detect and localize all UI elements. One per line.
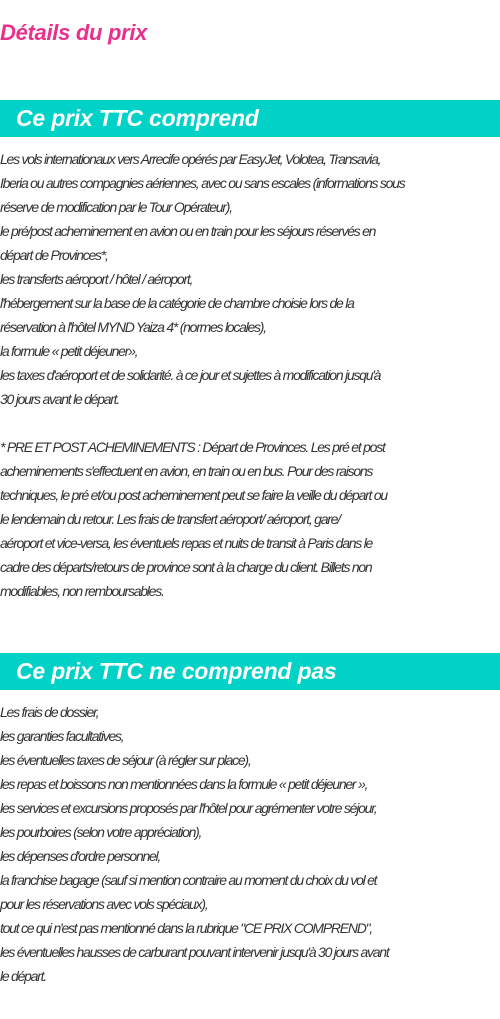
excludes-line: les services et excursions proposés par l'hôtel pour agrémenter votre séjour,: [0, 800, 377, 816]
footnote-line: le lendemain du retour. Les frais de transfert aéroport/ aéroport, gare/: [0, 511, 340, 527]
includes-section-header: [0, 100, 500, 137]
includes-heading: Ce prix TTC comprend: [16, 105, 259, 131]
acheminement-footnote: [0, 435, 500, 603]
footnote-line: modifiables, non remboursables.: [0, 583, 164, 599]
excludes-line: les éventuelles taxes de séjour (à régler sur place),: [0, 752, 251, 768]
excludes-line: la franchise bagage (sauf si mention contraire au moment du choix du vol et: [0, 872, 377, 888]
includes-line: réservation à l'hôtel MYND Yaiza 4* (normes locales),: [0, 319, 266, 335]
includes-line: les transferts aéroport / hôtel / aéroport,: [0, 271, 193, 287]
includes-list: [0, 147, 500, 411]
footnote-line: acheminements s'effectuent en avion, en train ou en bus. Pour des raisons: [0, 463, 373, 479]
footnote-line: cadre des départs/retours de province sont à la charge du client. Billets non: [0, 559, 372, 575]
includes-line: les taxes d'aéroport et de solidarité. à ce jour et sujettes à modification jusqu'à: [0, 367, 381, 383]
footnote-line: aéroport et vice-versa, les éventuels repas et nuits de transit à Paris dans le: [0, 535, 373, 551]
excludes-line: les dépenses d'ordre personnel,: [0, 848, 161, 864]
excludes-line: les éventuelles hausses de carburant pouvant intervenir jusqu'à 30 jours avant: [0, 944, 389, 960]
includes-line: Iberia ou autres compagnies aériennes, avec ou sans escales (informations sous: [0, 175, 405, 191]
excludes-line: le départ.: [0, 968, 46, 984]
excludes-line: pour les réservations avec vols spéciaux),: [0, 896, 208, 912]
excludes-heading: Ce prix TTC ne comprend pas: [16, 658, 337, 684]
includes-line: 30 jours avant le départ.: [0, 391, 119, 407]
includes-line: départ de Provinces*,: [0, 247, 108, 263]
excludes-line: tout ce qui n'est pas mentionné dans la rubrique "CE PRIX COMPREND",: [0, 920, 372, 936]
excludes-section-header: [0, 653, 500, 690]
footnote-line: * PRE ET POST ACHEMINEMENTS : Départ de Provinces. Les pré et post: [0, 439, 385, 455]
excludes-line: les pourboires (selon votre appréciation),: [0, 824, 202, 840]
excludes-list: [0, 700, 500, 988]
excludes-line: les repas et boissons non mentionnées dans la formule « petit déjeuner »,: [0, 776, 368, 792]
includes-line: la formule « petit déjeuner»,: [0, 343, 138, 359]
includes-line: le pré/post acheminement en avion ou en train pour les séjours réservés en: [0, 223, 376, 239]
excludes-line: les garanties facultatives,: [0, 728, 124, 744]
includes-line: réserve de modification par le Tour Opérateur),: [0, 199, 232, 215]
includes-line: l'hébergement sur la base de la catégorie de chambre choisie lors de la: [0, 295, 354, 311]
footnote-line: techniques, le pré et/ou post acheminement peut se faire la veille du départ ou: [0, 487, 387, 503]
page-title: Détails du prix: [0, 20, 148, 45]
includes-line: Les vols internationaux vers Arrecife opérés par EasyJet, Volotea, Transavia,: [0, 151, 381, 167]
excludes-line: Les frais de dossier,: [0, 704, 99, 720]
